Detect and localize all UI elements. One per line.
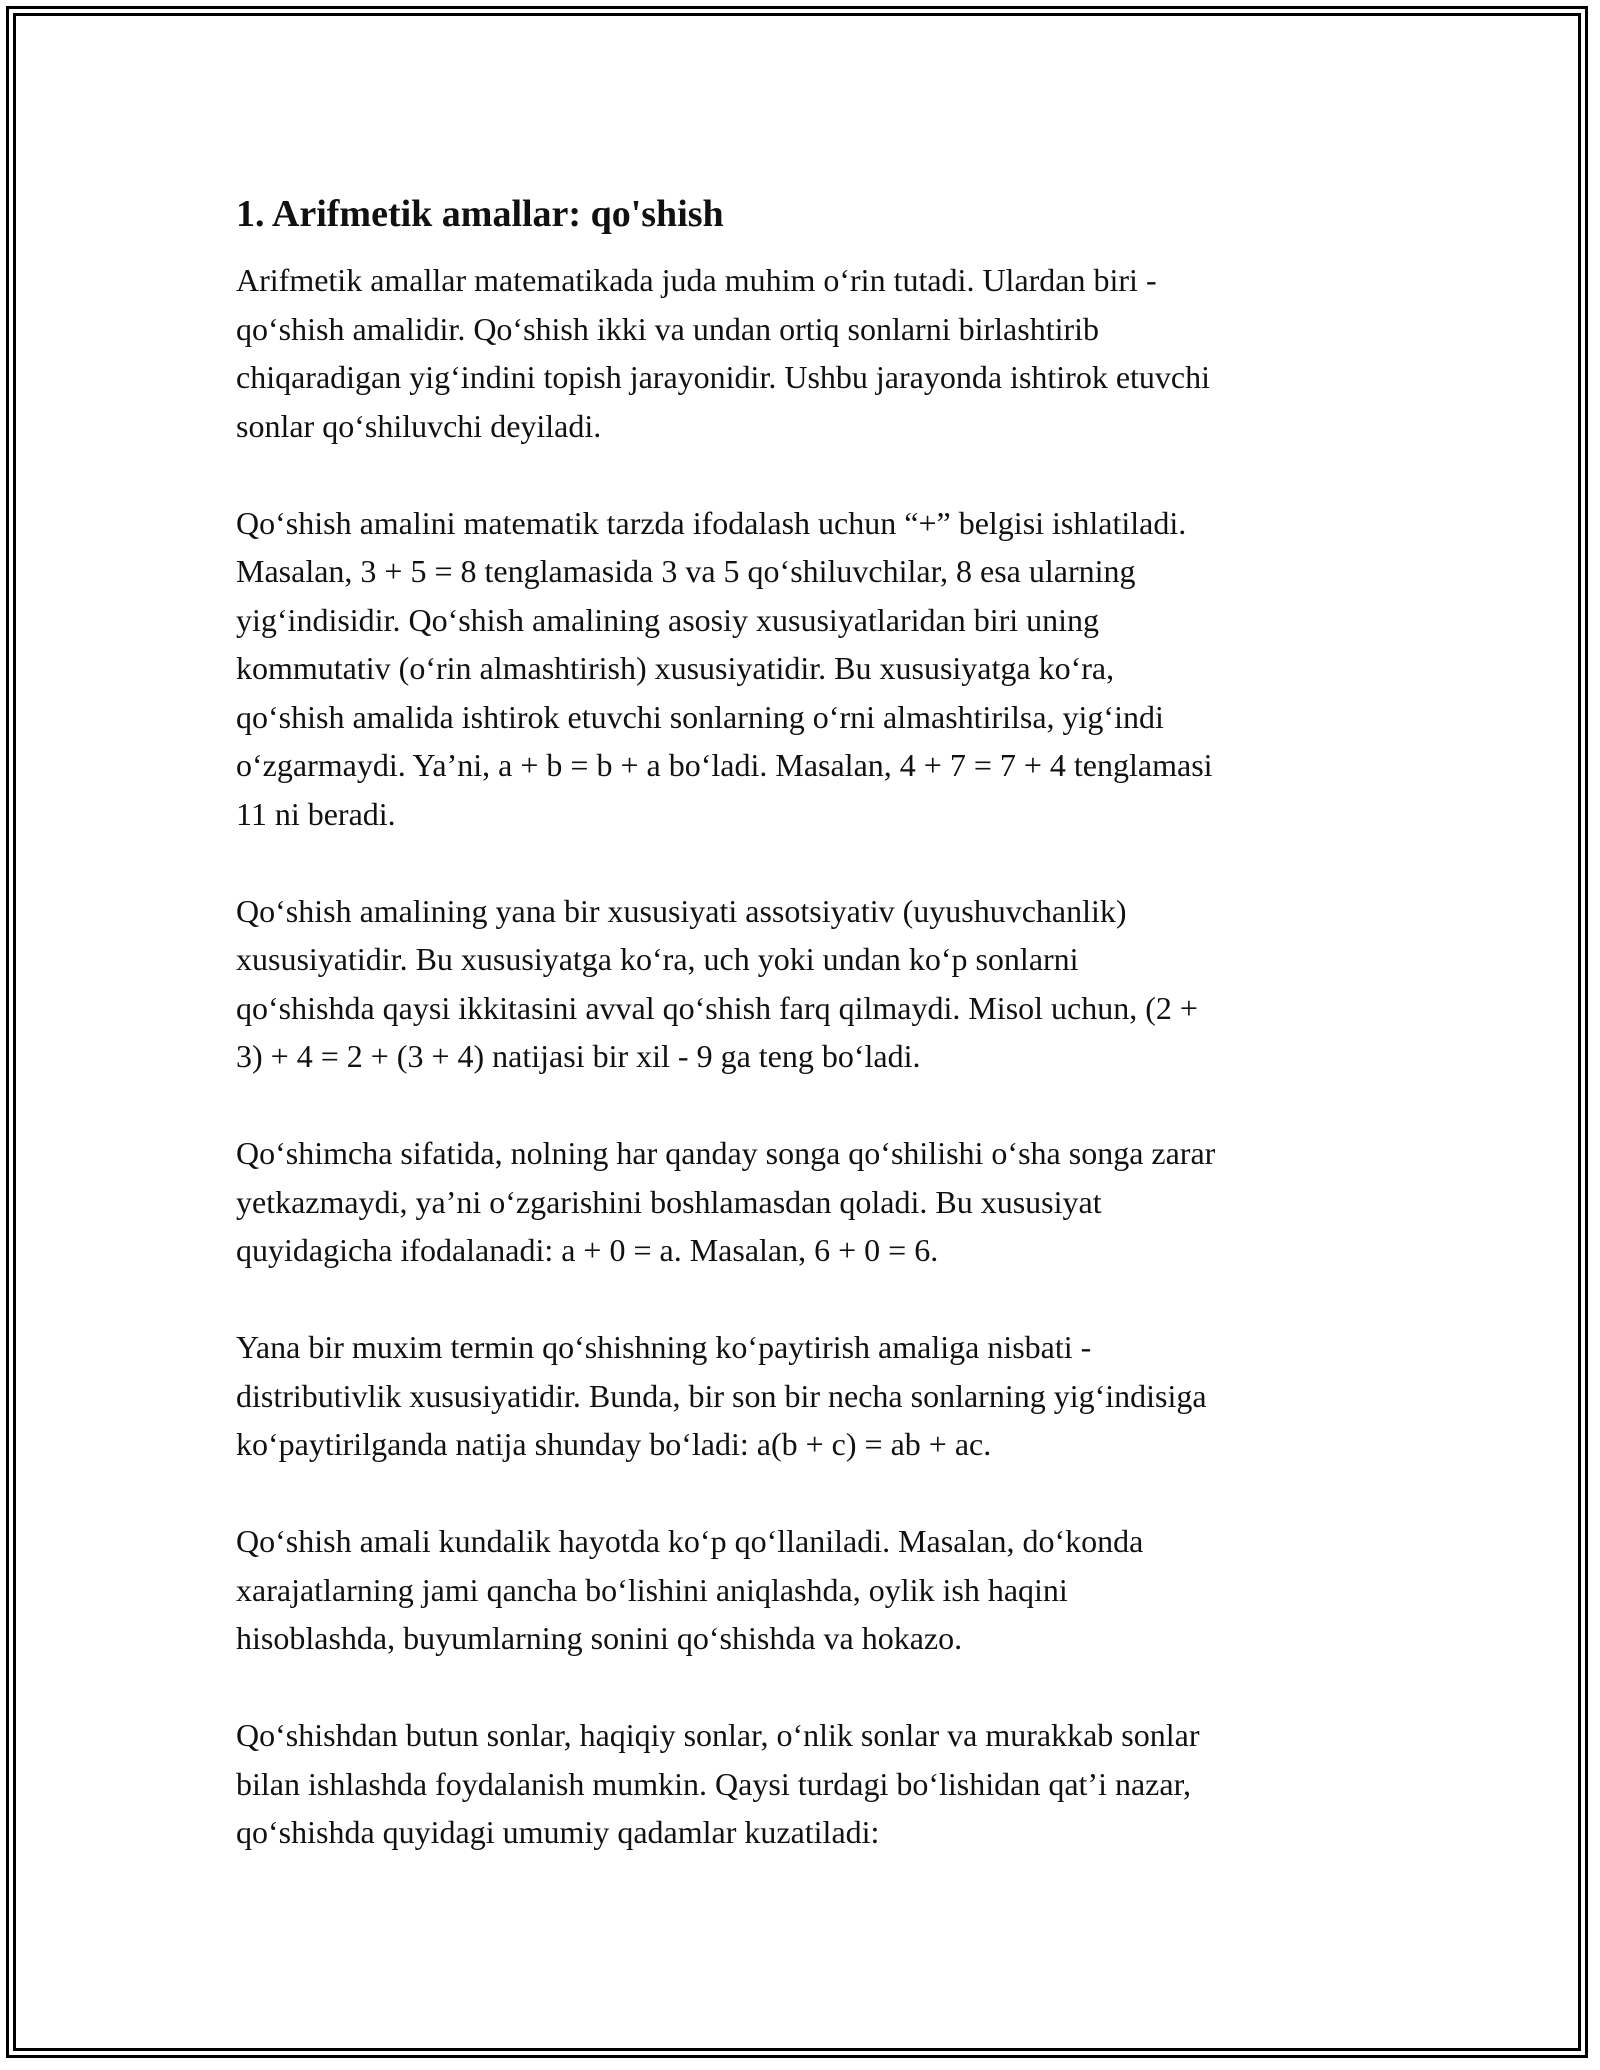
paragraph-number-types (236, 1711, 1366, 1857)
text-line: Masalan, 3 + 5 = 8 tenglamasida 3 va 5 qo‘shiluvchilar, 8 esa ularning (236, 553, 1136, 589)
paragraph-everyday-use (236, 1517, 1366, 1663)
text-line: o‘zgarmaydi. Ya’ni, a + b = b + a bo‘ladi. Masalan, 4 + 7 = 7 + 4 tenglamasi (236, 747, 1213, 783)
text-line: Qo‘shish amalining yana bir xususiyati assotsiyativ (uyushuvchanlik) (236, 892, 1127, 929)
text-line: xususiyatidir. Bu xususiyatga ko‘ra, uch yoki undan ko‘p sonlarni (236, 941, 1079, 977)
text-line: xarajatlarning jami qancha bo‘lishini aniqlashda, oylik ish haqini (236, 1571, 1068, 1608)
paragraph-commutative (236, 499, 1366, 839)
text-line: sonlar qo‘shiluvchi deyiladi. (236, 407, 602, 444)
text-line: qo‘shish amalida ishtirok etuvchi sonlarning o‘rni almashtirilsa, yig‘indi (236, 698, 1164, 735)
text-line: Qo‘shimcha sifatida, nolning har qanday songa qo‘shilishi o‘sha songa zarar (236, 1135, 1216, 1171)
document-body (236, 186, 1366, 1905)
text-line: Qo‘shishdan butun sonlar, haqiqiy sonlar, o‘nlik sonlar va murakkab sonlar (236, 1717, 1200, 1753)
paragraph-associative (236, 887, 1366, 1081)
text-line: yetkazmaydi, ya’ni o‘zgarishini boshlamasdan qoladi. Bu xususiyat (236, 1183, 1102, 1220)
text-line: Qo‘shish amali kundalik hayotda ko‘p qo‘llaniladi. Masalan, do‘konda (236, 1523, 1144, 1559)
text-line: 11 ni beradi. (236, 795, 396, 832)
text-line: Yana bir muxim termin qo‘shishning ko‘paytirish amaliga nisbati - (236, 1329, 1092, 1365)
section-heading: 1. Arifmetik amallar: qo'shish (236, 193, 724, 235)
text-line: kommutativ (o‘rin almashtirish) xususiyatidir. Bu xususiyatga ko‘ra, (236, 650, 1115, 686)
text-line: quyidagicha ifodalanadi: a + 0 = a. Masalan, 6 + 0 = 6. (236, 1232, 939, 1268)
text-line: Qo‘shish amalini matematik tarzda ifodalash uchun “+” belgisi ishlatiladi. (236, 504, 1187, 541)
paragraph-intro (236, 256, 1366, 450)
text-line: ko‘paytirilganda natija shunday bo‘ladi: a(b + c) = ab + ac. (236, 1426, 992, 1462)
text-line: 3) + 4 = 2 + (3 + 4) natijasi bir xil - 9 ga teng bo‘ladi. (236, 1038, 921, 1074)
paragraph-distributive (236, 1323, 1366, 1469)
text-line: qo‘shish amalidir. Qo‘shish ikki va undan ortiq sonlarni birlashtirib (236, 310, 1100, 347)
text-line: bilan ishlashda foydalanish mumkin. Qaysi turdagi bo‘lishidan qat’i nazar, (236, 1765, 1191, 1802)
text-line: Arifmetik amallar matematikada juda muhim o‘rin tutadi. Ulardan biri - (236, 262, 1157, 298)
text-line: qo‘shishda qaysi ikkitasini avval qo‘shish farq qilmaydi. Misol uchun, (2 + (236, 989, 1198, 1026)
paragraph-zero-identity (236, 1129, 1366, 1275)
text-line: distributivlik xususiyatidir. Bunda, bir son bir necha sonlarning yig‘indisiga (236, 1377, 1207, 1414)
text-line: hisoblashda, buyumlarning sonini qo‘shishda va hokazo. (236, 1620, 963, 1656)
text-line: chiqaradigan yig‘indini topish jarayonidir. Ushbu jarayonda ishtirok etuvchi (236, 359, 1211, 395)
text-line: qo‘shishda quyidagi umumiy qadamlar kuzatiladi: (236, 1814, 880, 1850)
text-line: yig‘indisidir. Qo‘shish amalining asosiy xususiyatlaridan biri uning (236, 601, 1100, 638)
